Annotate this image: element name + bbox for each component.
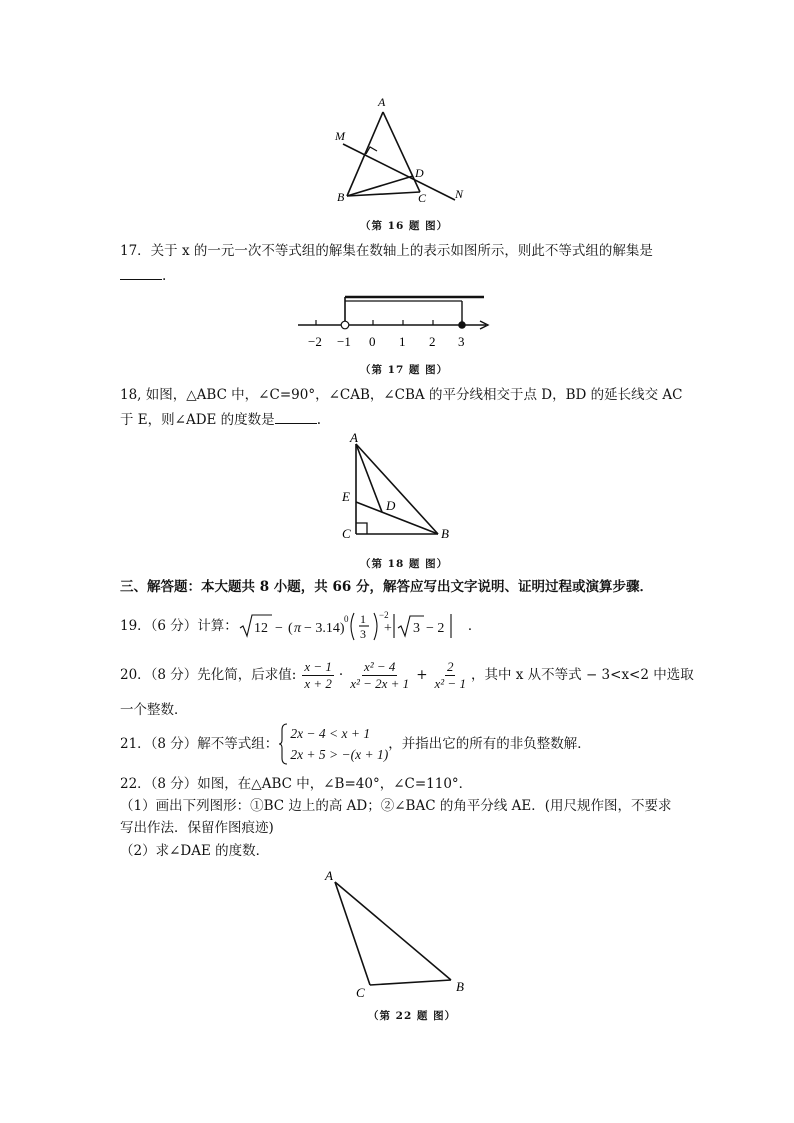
- fig18-label-e: E: [342, 489, 350, 504]
- q21-inequality-2: 2x + 5 > −(x + 1): [290, 747, 389, 762]
- fig16-caption: （第 16 题 图）: [360, 220, 449, 232]
- fig17-caption: （第 17 题 图）: [360, 364, 449, 376]
- q17-answer-line: [120, 265, 166, 286]
- q20-prefix: 20．（8 分）先化简，后求值:: [120, 667, 297, 683]
- fig16-label-b: B: [337, 190, 345, 204]
- fig18-label-b: B: [441, 526, 449, 541]
- fig17-tick-label: −2: [308, 334, 322, 349]
- q21-system: [290, 723, 388, 765]
- q18-text-line1: 18, 如图，△ABC 中，∠C=90°，∠CAB，∠CBA 的平分线相交于点 D，BD 的延长线交 AC: [120, 387, 683, 403]
- svg-text:π: π: [293, 621, 301, 636]
- svg-text:− 3.14): − 3.14): [303, 621, 345, 636]
- fig16-label-a: A: [378, 95, 386, 109]
- q21-inequality-1: 2x − 4 < x + 1: [290, 726, 371, 741]
- q20-fraction-1: $\frac{x - 1}{x + 2}$: [304, 658, 332, 691]
- svg-text:(: (: [287, 621, 293, 636]
- q19-suffix: ．: [467, 618, 482, 634]
- fig18-label-d: D: [386, 498, 396, 513]
- q18-text-line2: [120, 409, 321, 430]
- q17-text: 17．关于 x 的一元一次不等式组的解集在数轴上的表示如图所示，则此不等式组的解集是: [120, 243, 653, 259]
- fig18-segment-ad: [356, 444, 382, 512]
- q19-expression: [238, 610, 468, 642]
- q17-period: .: [162, 268, 167, 284]
- svg-text:3: 3: [412, 621, 420, 636]
- svg-text:0: 0: [343, 614, 349, 624]
- fig18-label-a: A: [350, 430, 358, 445]
- q21-suffix: ，并指出它的所有的非负整数解．: [388, 736, 591, 752]
- q18-text-line2-a: 于 E，则∠ADE 的度数是: [120, 412, 275, 428]
- svg-text:12: 12: [253, 621, 268, 636]
- figure-17-number-line: [296, 290, 496, 352]
- fig18-segment-eb: [356, 502, 438, 534]
- q22-line3: 写出作法．保留作图痕迹): [120, 820, 274, 836]
- q20-fraction-2: $\frac{\text{x² − 4}}{\text{x² − 2x + 1}}$: [350, 658, 410, 691]
- figure-18: [336, 430, 466, 545]
- q21-brace: [278, 722, 288, 766]
- fig18-label-c: C: [342, 526, 351, 541]
- section-3-heading: 三、解答题：本大题共 8 小题，共 66 分，解答应写出文字说明、证明过程或演算步骤．: [120, 579, 653, 595]
- fig18-right-angle: [356, 523, 367, 534]
- svg-text:+: +: [383, 621, 392, 636]
- fig16-label-d: D: [415, 166, 424, 180]
- q22-line1: 22．（8 分）如图，在△ABC 中，∠B=40°，∠C=110°．: [120, 776, 473, 792]
- q20-suffix: ，其中 x 从不等式 − 3<x<2 中选取: [470, 667, 694, 683]
- fig17-tick-label: −1: [337, 334, 351, 349]
- fig17-open-point: [341, 321, 349, 329]
- q18-blank: [275, 409, 317, 424]
- fig22-label-a: A: [325, 868, 333, 883]
- q22-line4: （2）求∠DAE 的度数．: [120, 843, 270, 859]
- q17-blank: [120, 265, 162, 280]
- q21-line: [120, 722, 591, 766]
- fig16-side-ab: [347, 112, 383, 196]
- fig17-tick-label: 2: [429, 334, 436, 349]
- q20-line: 20．（8 分）先化简，后求值: $\frac{x - 1}{x + 2}$ · $\frac{\text{x² − 4}}{\text{x² − 2x + 1}}$ + $\frac{2}{\text{x² − 1}}$ ，其中 x 从不等式 − 3<x<2 中选取: [120, 658, 694, 691]
- svg-text:− 2: − 2: [425, 621, 445, 636]
- svg-text:3: 3: [359, 627, 366, 641]
- fig17-tick-label: 1: [399, 334, 406, 349]
- fig17-tick-label: 0: [369, 334, 376, 349]
- fig16-label-m: M: [335, 129, 345, 143]
- q19-line: [120, 612, 481, 640]
- fig16-label-n: N: [455, 187, 464, 201]
- svg-text:−2: −2: [378, 610, 389, 620]
- svg-text:−: −: [274, 621, 283, 636]
- q18-period: .: [316, 412, 321, 428]
- q22-line2: （1）画出下列图形：①BC 边上的高 AD；②∠BAC 的角平分线 AE．(用尺规作图，不要求: [120, 798, 672, 814]
- q20-line2: 一个整数．: [120, 702, 188, 718]
- fig18-side-ab: [356, 444, 438, 534]
- fig22-label-b: B: [456, 979, 464, 994]
- fig16-label-c: C: [418, 191, 427, 205]
- q20-fraction-3: $\frac{2}{\text{x² − 1}}$: [434, 658, 466, 691]
- fig17-tick-label: 3: [458, 334, 465, 349]
- figure-16: [325, 92, 485, 214]
- q19-prefix: 19．（6 分）计算：: [120, 618, 238, 634]
- figure-22: [318, 866, 478, 1000]
- fig18-caption: （第 18 题 图）: [360, 558, 449, 570]
- fig17-closed-point: [458, 321, 466, 329]
- fig22-label-c: C: [356, 985, 365, 1000]
- fig22-side-cb: [370, 980, 451, 985]
- q21-prefix: 21．（8 分）解不等式组：: [120, 736, 279, 752]
- svg-text:1: 1: [359, 612, 366, 626]
- fig22-caption: （第 22 题 图）: [368, 1010, 457, 1022]
